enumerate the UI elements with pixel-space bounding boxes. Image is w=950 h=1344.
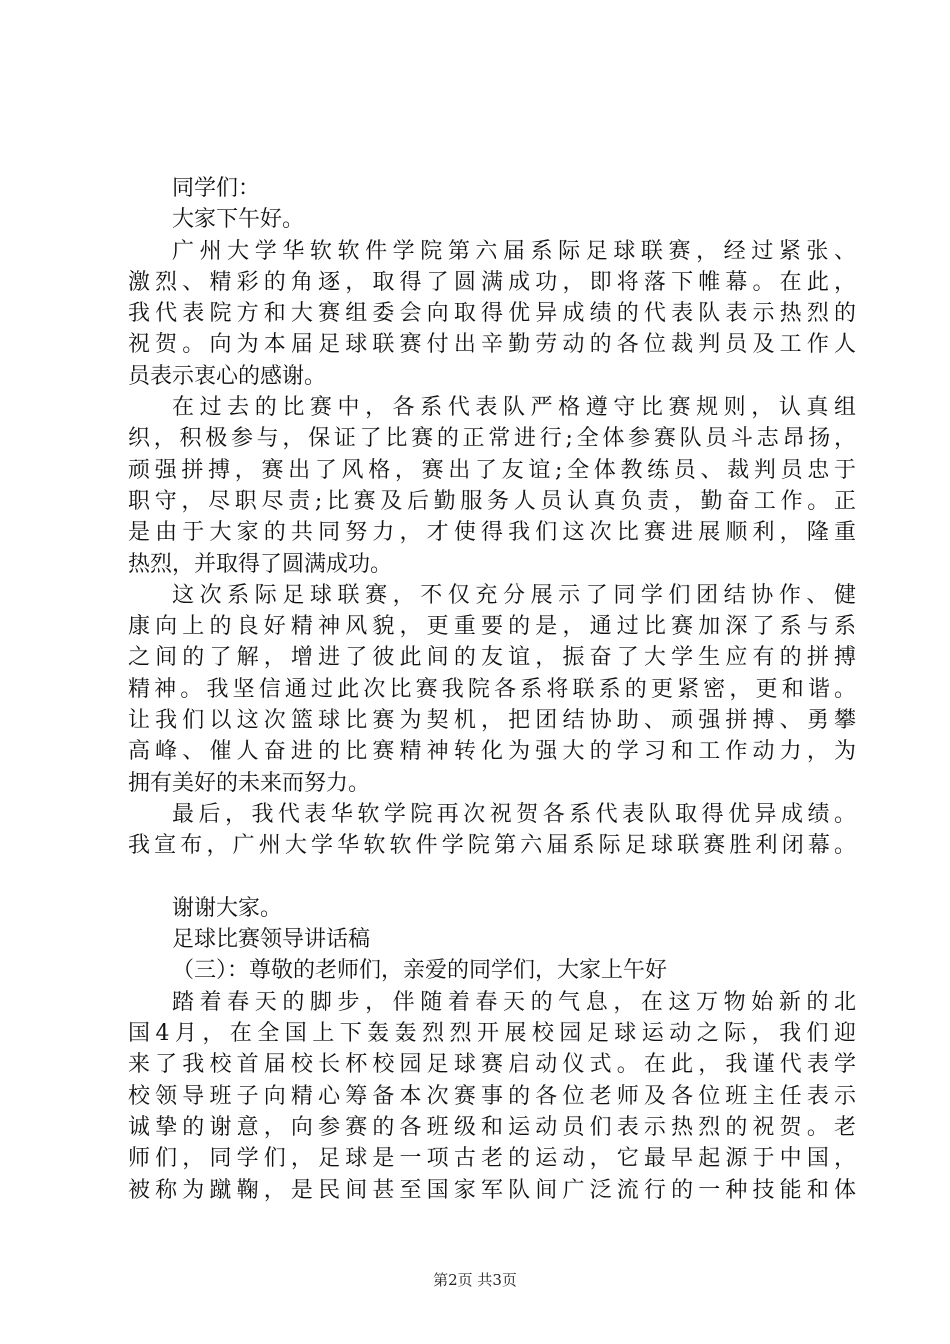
paragraph-line: 国4月，在全国上下轰轰烈烈开展校园足球运动之际，我们迎 [128, 1021, 856, 1047]
paragraph-line: 精神。我坚信通过此次比赛我院各系将联系的更紧密，更和谐。 [128, 676, 856, 702]
paragraph-line: 踏着春天的脚步，伴随着春天的气息，在这万物始新的北 [172, 989, 856, 1015]
section-title: 足球比赛领导讲话稿 [172, 927, 371, 953]
closing: 谢谢大家。 [172, 895, 283, 921]
greeting: 大家下午好。 [172, 207, 305, 233]
paragraph-line: 师们，同学们，足球是一项古老的运动，它最早起源于中国， [128, 1146, 856, 1172]
paragraph-line: 高峰、催人奋进的比赛精神转化为强大的学习和工作动力，为 [128, 739, 856, 765]
paragraph-line: 织，积极参与，保证了比赛的正常进行;全体参赛队员斗志昂扬， [128, 426, 856, 452]
paragraph-line: 激烈、精彩的角逐，取得了圆满成功，即将落下帷幕。在此， [128, 269, 856, 295]
paragraph-line: 广州大学华软软件学院第六届系际足球联赛，经过紧张、 [172, 238, 856, 264]
paragraph-line: 最后，我代表华软学院再次祝贺各系代表队取得优异成绩。 [172, 801, 856, 827]
paragraph-line: 职守，尽职尽责;比赛及后勤服务人员认真负责，勤奋工作。正 [128, 488, 856, 514]
salutation: 同学们： [172, 176, 261, 201]
paragraph-line: 热烈，并取得了圆满成功。 [128, 551, 393, 577]
paragraph-line: 校领导班子向精心筹备本次赛事的各位老师及各位班主任表示 [128, 1083, 856, 1109]
paragraph-line: 员表示衷心的感谢。 [128, 363, 327, 389]
paragraph-line: 拥有美好的未来而努力。 [128, 770, 371, 796]
section-greeting: （三）：尊敬的老师们，亲爱的同学们，大家上午好 [172, 958, 668, 984]
paragraph-line: 我宣布，广州大学华软软件学院第六届系际足球联赛胜利闭幕。 [128, 833, 856, 859]
paragraph-line: 在过去的比赛中，各系代表队严格遵守比赛规则，认真组 [172, 395, 856, 421]
paragraph-line: 康向上的良好精神风貌，更重要的是，通过比赛加深了系与系 [128, 614, 856, 640]
paragraph-line: 让我们以这次篮球比赛为契机，把团结协助、顽强拼搏、勇攀 [128, 708, 856, 734]
paragraph-line: 是由于大家的共同努力，才使得我们这次比赛进展顺利，隆重 [128, 520, 856, 546]
page-number-footer: 第2页 共3页 [433, 1271, 517, 1289]
paragraph-line: 之间的了解，增进了彼此间的友谊，振奋了大学生应有的拼搏 [128, 645, 856, 671]
paragraph-line: 顽强拼搏，赛出了风格，赛出了友谊;全体教练员、裁判员忠于 [128, 457, 856, 483]
paragraph-line: 来了我校首届校长杯校园足球赛启动仪式。在此，我谨代表学 [128, 1052, 856, 1078]
paragraph-line: 我代表院方和大赛组委会向取得优异成绩的代表队表示热烈的 [128, 301, 856, 327]
paragraph-line: 祝贺。向为本届足球联赛付出辛勤劳动的各位裁判员及工作人 [128, 332, 856, 358]
paragraph-line: 诚挚的谢意，向参赛的各班级和运动员们表示热烈的祝贺。老 [128, 1114, 856, 1140]
blank-line [128, 862, 856, 893]
paragraph-line: 被称为蹴鞠，是民间甚至国家军队间广泛流行的一种技能和体 [128, 1177, 856, 1203]
paragraph-line: 这次系际足球联赛，不仅充分展示了同学们团结协作、健 [172, 582, 856, 608]
document-body [128, 173, 856, 1206]
